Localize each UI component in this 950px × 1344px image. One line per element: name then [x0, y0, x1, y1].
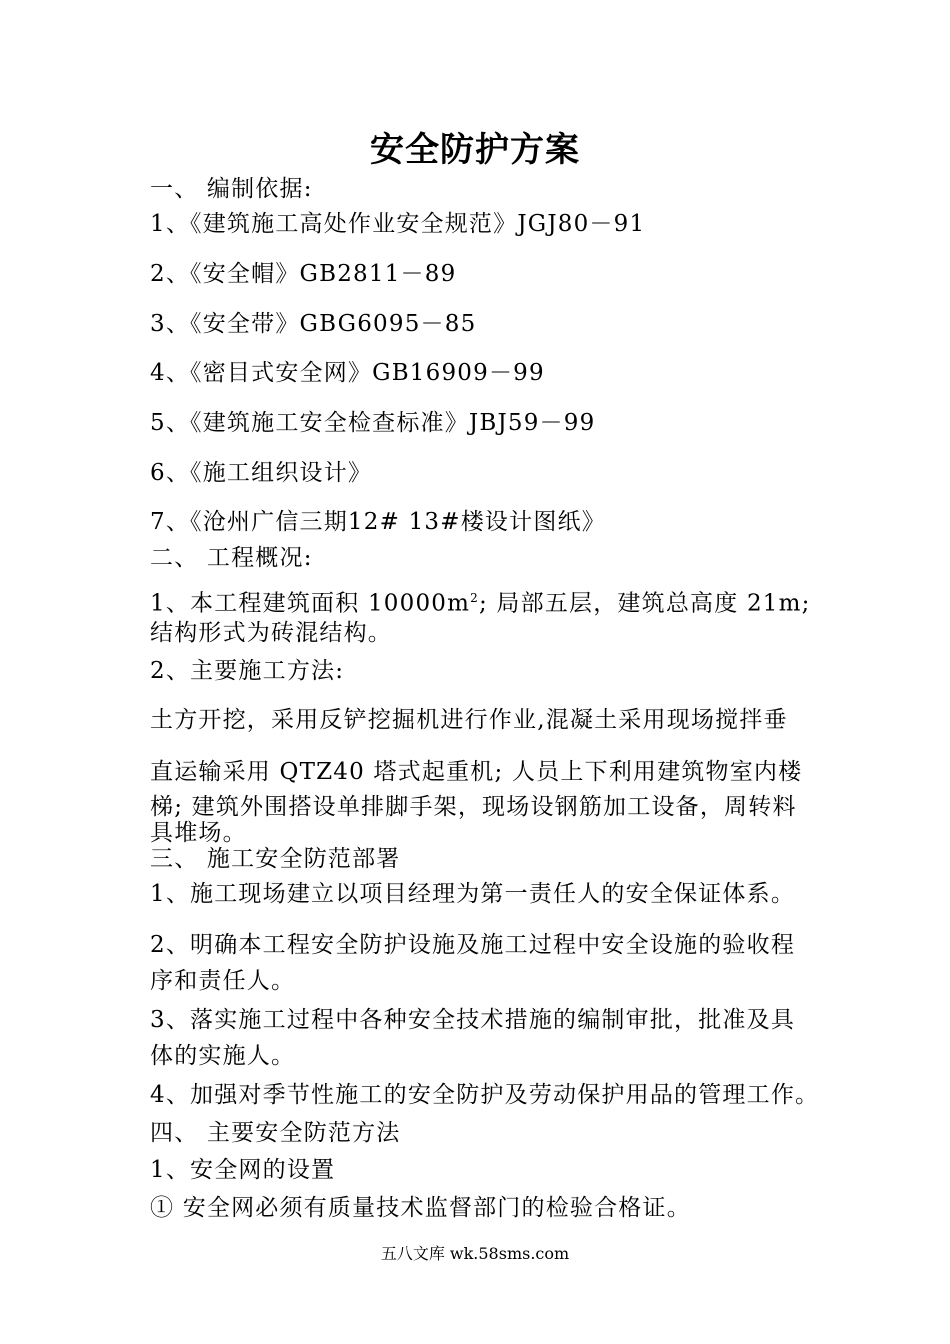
- overview-item-1-text-a: 1、本工程建筑面积 10000m: [150, 590, 471, 617]
- section-heading-deployment: 三、 施工安全防范部署: [150, 846, 401, 872]
- overview-item-1-text-b: ; 局部五层，建筑总高度 21m;: [478, 590, 811, 617]
- basis-item-1: 1、《建筑施工高处作业安全规范》JGJ80－91: [150, 211, 646, 237]
- basis-item-3: 3、《安全带》GBG6095－85: [150, 311, 477, 337]
- deploy-item-3-cont: 体的实施人。: [150, 1043, 296, 1069]
- method4-item-1: 1、安全网的设置: [150, 1157, 336, 1183]
- section-heading-basis: 一、 编制依据:: [150, 176, 313, 202]
- basis-item-5: 5、《建筑施工安全检查标准》JBJ59－99: [150, 410, 596, 436]
- deploy-item-2-cont: 序和责任人。: [150, 968, 296, 994]
- basis-item-2: 2、《安全帽》GB2811－89: [150, 261, 457, 287]
- section-heading-overview: 二、 工程概况:: [150, 545, 313, 571]
- section-heading-methods: 四、 主要安全防范方法: [150, 1120, 401, 1146]
- method-paragraph-line-2: 直运输采用 QTZ40 塔式起重机; 人员上下利用建筑物室内楼: [150, 759, 803, 785]
- method-paragraph-line-1: 土方开挖，采用反铲挖掘机进行作业,混凝土采用现场搅拌垂: [150, 707, 788, 733]
- basis-item-6: 6、《施工组织设计》: [150, 460, 373, 486]
- page-footer-watermark: 五八文库 wk.58sms.com: [380, 1244, 570, 1263]
- basis-item-4: 4、《密目式安全网》GB16909－99: [150, 360, 545, 386]
- deploy-item-2: 2、明确本工程安全防护设施及施工过程中安全设施的验收程: [150, 932, 796, 958]
- method-paragraph-line-4: 具堆场。: [150, 820, 247, 846]
- deploy-item-3: 3、落实施工过程中各种安全技术措施的编制审批，批准及具: [150, 1007, 796, 1033]
- deploy-item-4: 4、加强对季节性施工的安全防护及劳动保护用品的管理工作。: [150, 1082, 820, 1108]
- overview-item-1: [150, 583, 810, 619]
- basis-item-7: 7、《沧州广信三期12# 13#楼设计图纸》: [150, 509, 606, 535]
- document-title: 安全防护方案: [370, 130, 580, 170]
- method4-item-1-a: ① 安全网必须有质量技术监督部门的检验合格证。: [150, 1195, 691, 1221]
- deploy-item-1: 1、施工现场建立以项目经理为第一责任人的安全保证体系。: [150, 881, 796, 907]
- method-paragraph-line-3: 梯; 建筑外围搭设单排脚手架，现场设钢筋加工设备，周转料: [150, 794, 797, 820]
- overview-item-2: 2、主要施工方法:: [150, 658, 345, 684]
- area-unit-superscript: 2: [470, 591, 479, 605]
- overview-item-1-cont: 结构形式为砖混结构。: [150, 620, 392, 646]
